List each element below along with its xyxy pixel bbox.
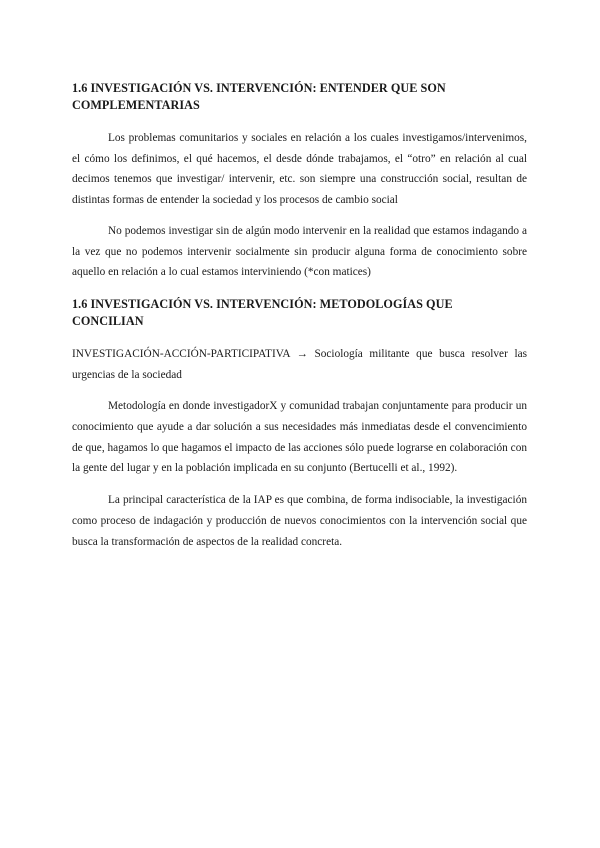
section-2-paragraph-2: La principal característica de la IAP es que combina, de forma indisociable, la investigación como proceso de indagación y producción de nuevos conocimientos con la intervención social que busca la transformación de aspectos de la realidad concreta. <box>72 494 527 548</box>
section-2-heading: 1.6 INVESTIGACIÓN VS. INTERVENCIÓN: METODOLOGÍAS QUE CONCILIAN <box>72 296 453 328</box>
section-2-paragraph-1: Metodología en donde investigadorX y comunidad trabajan conjuntamente para producir un conocimiento que ayude a dar solución a sus necesidades más inmediatas desde el convencimiento de que, hagamos lo que hagamos el impacto de las acciones sólo puede lograrse en colaboración con la gente del lugar y en la población implicada en su conjunto (Bertucelli et al., 1992). <box>72 400 527 475</box>
section-1-heading: 1.6 INVESTIGACIÓN VS. INTERVENCIÓN: ENTENDER QUE SON COMPLEMENTARIAS <box>72 81 446 112</box>
document-page <box>72 80 527 552</box>
section-1-paragraph-2: No podemos investigar sin de algún modo intervenir en la realidad que estamos indagando a la vez que no podemos intervenir socialmente sin producir alguna forma de conocimiento sobre aquello en relación a lo cual estamos interviniendo (*con matices) <box>72 224 527 279</box>
iap-definition-line: INVESTIGACIÓN-ACCIÓN-PARTICIPATIVA → Sociología militante que busca resolver las urgencias de la sociedad <box>72 347 527 381</box>
section-1-paragraph-1: Los problemas comunitarios y sociales en relación a los cuales investigamos/intervenimos, el cómo los definimos, el qué hacemos, el desde dónde trabajamos, el “otro” en relación al cual decimos tenemos que investigar/ intervenir, etc. son siempre una construcción social, resultan de distintas formas de entender la sociedad y los procesos de cambio social <box>72 132 527 207</box>
